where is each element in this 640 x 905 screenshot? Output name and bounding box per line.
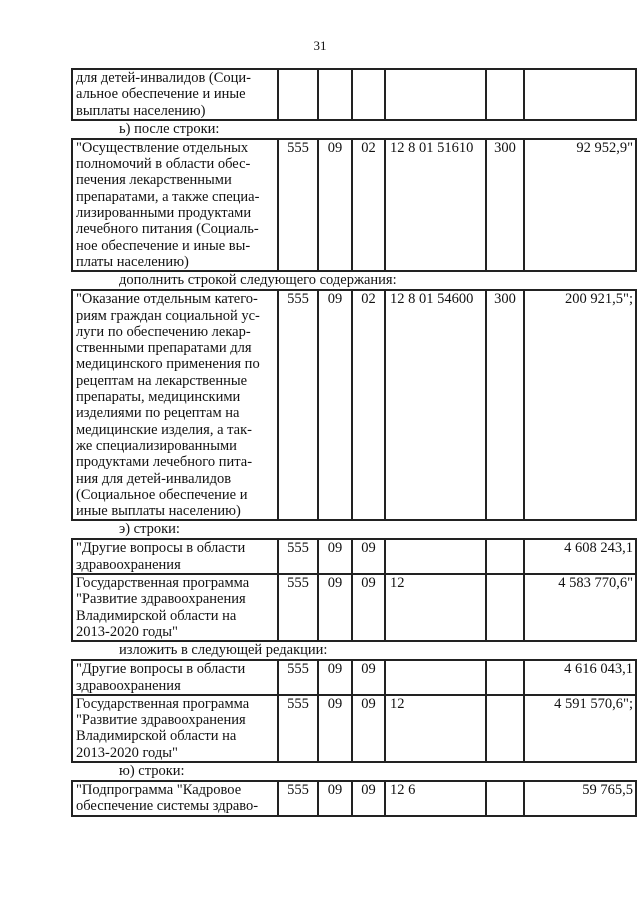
amount-cell: 4 616 043,1 bbox=[525, 661, 637, 696]
subsection-code-cell: 09 bbox=[353, 540, 386, 575]
instruction-text: изложить в следующей редакции: bbox=[119, 642, 328, 659]
expense-type-code-cell bbox=[487, 782, 525, 817]
target-article-code-cell bbox=[386, 661, 487, 696]
grbs-code-cell: 555 bbox=[279, 575, 319, 642]
section-code-cell: 09 bbox=[319, 696, 353, 763]
expense-type-code-cell bbox=[487, 696, 525, 763]
section-code-cell: 09 bbox=[319, 140, 353, 272]
budget-table bbox=[71, 780, 637, 817]
row-name-cell: "Осуществление отдельных полномочий в области обес- печения лекарственными препаратами, а также специа- лизированными продуктами лечебного питания (Социаль- ное обеспечение и иные вы- платы населению) bbox=[71, 140, 279, 272]
grbs-code-cell: 555 bbox=[279, 291, 319, 521]
section-code-cell: 09 bbox=[319, 661, 353, 696]
budget-table bbox=[71, 289, 637, 521]
row-name-cell: для детей-инвалидов (Соци- альное обеспечение и иные выплаты населению) bbox=[71, 70, 279, 121]
subsection-code-cell: 09 bbox=[353, 661, 386, 696]
table-row bbox=[71, 540, 637, 575]
grbs-code-cell: 555 bbox=[279, 140, 319, 272]
target-article-code-cell: 12 8 01 54600 bbox=[386, 291, 487, 521]
expense-type-code-cell: 300 bbox=[487, 140, 525, 272]
amount-cell: 4 583 770,6" bbox=[525, 575, 637, 642]
target-article-code-cell: 12 6 bbox=[386, 782, 487, 817]
grbs-code-cell bbox=[279, 70, 319, 121]
subsection-code-cell bbox=[353, 70, 386, 121]
grbs-code-cell: 555 bbox=[279, 696, 319, 763]
subsection-code-cell: 09 bbox=[353, 696, 386, 763]
expense-type-code-cell bbox=[487, 70, 525, 121]
target-article-code-cell bbox=[386, 70, 487, 121]
subsection-code-cell: 09 bbox=[353, 782, 386, 817]
section-code-cell: 09 bbox=[319, 575, 353, 642]
table-row bbox=[71, 575, 637, 642]
table-row bbox=[71, 70, 637, 121]
target-article-code-cell: 12 bbox=[386, 575, 487, 642]
expense-type-code-cell bbox=[487, 661, 525, 696]
section-code-cell: 09 bbox=[319, 291, 353, 521]
instruction-text: дополнить строкой следующего содержания: bbox=[119, 272, 397, 289]
row-name-cell: "Другие вопросы в области здравоохранения bbox=[71, 540, 279, 575]
section-code-cell: 09 bbox=[319, 782, 353, 817]
row-name-cell: "Оказание отдельным катего- риям граждан социальной ус- луги по обеспечению лекар- ственными препаратами для медицинского применения по рецептам на лекарственные препараты, медицинскими изделиями по рецептам на медицинские изделия, а так- же специализированными продуктами лечебного пита- ния для детей-инвалидов (Социальное обеспечение и иные выплаты населению) bbox=[71, 291, 279, 521]
expense-type-code-cell: 300 bbox=[487, 291, 525, 521]
target-article-code-cell: 12 bbox=[386, 696, 487, 763]
amount-cell: 200 921,5"; bbox=[525, 291, 637, 521]
amount-cell: 59 765,5 bbox=[525, 782, 637, 817]
expense-type-code-cell bbox=[487, 540, 525, 575]
target-article-code-cell: 12 8 01 51610 bbox=[386, 140, 487, 272]
table-row bbox=[71, 696, 637, 763]
section-code-cell: 09 bbox=[319, 540, 353, 575]
amount-cell: 92 952,9" bbox=[525, 140, 637, 272]
table-row bbox=[71, 140, 637, 272]
instruction-text: э) строки: bbox=[119, 521, 180, 538]
row-name-cell: Государственная программа "Развитие здравоохранения Владимирской области на 2013-2020 годы" bbox=[71, 575, 279, 642]
target-article-code-cell bbox=[386, 540, 487, 575]
grbs-code-cell: 555 bbox=[279, 540, 319, 575]
grbs-code-cell: 555 bbox=[279, 782, 319, 817]
subsection-code-cell: 02 bbox=[353, 291, 386, 521]
amount-cell: 4 608 243,1 bbox=[525, 540, 637, 575]
subsection-code-cell: 09 bbox=[353, 575, 386, 642]
section-code-cell bbox=[319, 70, 353, 121]
budget-table bbox=[71, 68, 637, 121]
table-row bbox=[71, 782, 637, 817]
amount-cell bbox=[525, 70, 637, 121]
budget-table bbox=[71, 659, 637, 763]
grbs-code-cell: 555 bbox=[279, 661, 319, 696]
row-name-cell: "Подпрограмма "Кадровое обеспечение системы здраво- bbox=[71, 782, 279, 817]
budget-table bbox=[71, 138, 637, 272]
subsection-code-cell: 02 bbox=[353, 140, 386, 272]
table-row bbox=[71, 661, 637, 696]
budget-table bbox=[71, 538, 637, 642]
instruction-text: ь) после строки: bbox=[119, 120, 220, 137]
page-number: 31 bbox=[313, 38, 327, 53]
amount-cell: 4 591 570,6"; bbox=[525, 696, 637, 763]
instruction-text: ю) строки: bbox=[119, 762, 185, 779]
table-row bbox=[71, 291, 637, 521]
row-name-cell: Государственная программа "Развитие здравоохранения Владимирской области на 2013-2020 годы" bbox=[71, 696, 279, 763]
expense-type-code-cell bbox=[487, 575, 525, 642]
row-name-cell: "Другие вопросы в области здравоохранения bbox=[71, 661, 279, 696]
document-body bbox=[71, 68, 637, 817]
